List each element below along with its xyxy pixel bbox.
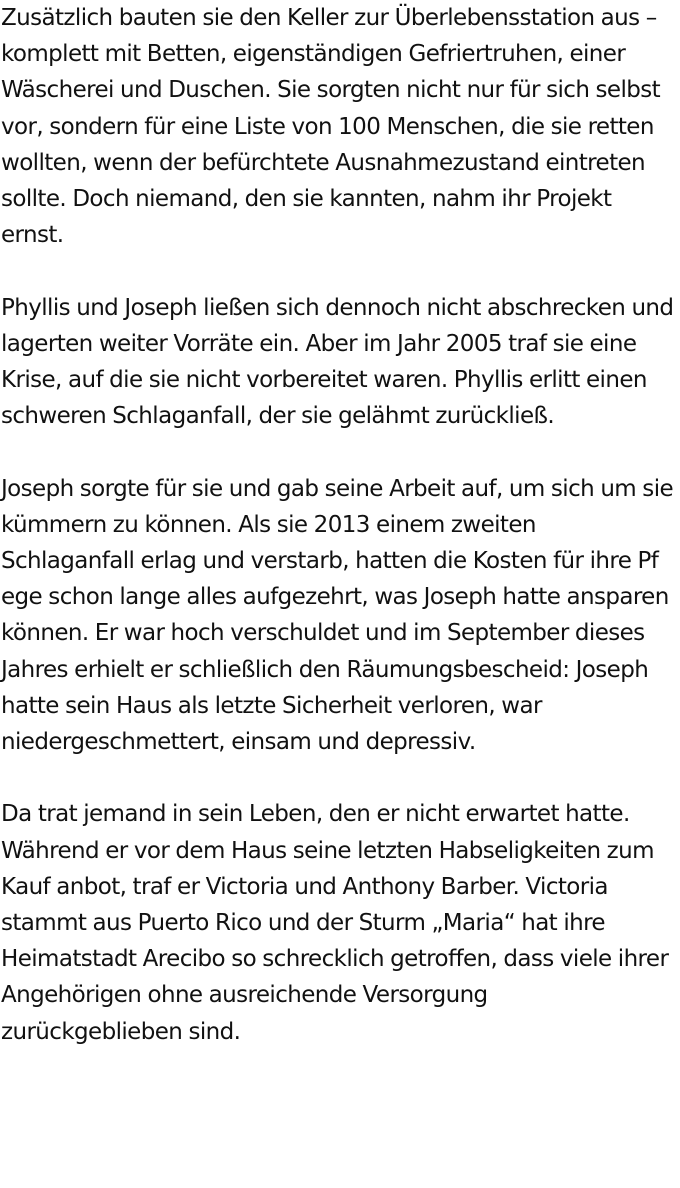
paragraph-eviction: Joseph sorgte für sie und gab seine Arbeit auf, um sich um sie kümmern zu können. Als sie 2013 einem zweiten Schlaganfall erlag und verstarb, hatten die Kosten für ihre Pf ege schon lange alles aufgezehrt, was Joseph hatte ansparen können. Er war hoch verschuldet und im September dieses Jahres erhielt er schließlich den Räumungsbescheid: Joseph hatte sein Haus als letzte Sicherheit verloren, war niedergeschmettert, einsam und depressiv. — [1, 475, 674, 756]
paragraph-stroke: Phyllis und Joseph ließen sich dennoch nicht abschrecken und lagerten weiter Vorräte ein. Aber im Jahr 2005 traf sie eine Krise, auf die sie nicht vorbereitet waren. Phyllis erlitt einen schweren Schlaganfall, der sie gelähmt zurückließ. — [1, 294, 674, 430]
paragraph-basement: Zusätzlich bauten sie den Keller zur Überlebensstation aus – komplett mit Betten, eigenständigen Gefriertruhen, einer Wäscherei und Duschen. Sie sorgten nicht nur für sich selbst vor, sondern für eine Liste von 100 Menschen, die sie retten wollten, wenn der befürchtete Ausnahmezustand eintreten sollte. Doch niemand, den sie kannten, nahm ihr Projekt ernst. — [1, 5, 661, 249]
paragraph-meeting: Da trat jemand in sein Leben, den er nicht erwartet hatte. Während er vor dem Haus seine letzten Habseligkeiten zum Kauf anbot, traf er Victoria und Anthony Barber. Victoria stammt aus Puerto Rico und der Sturm „Maria“ hat ihre Heimatstadt Arecibo so schrecklich getroffen, dass viele ihrer Angehörigen ohne ausreichende Versorgung zurückgeblieben sind. — [1, 801, 669, 1045]
